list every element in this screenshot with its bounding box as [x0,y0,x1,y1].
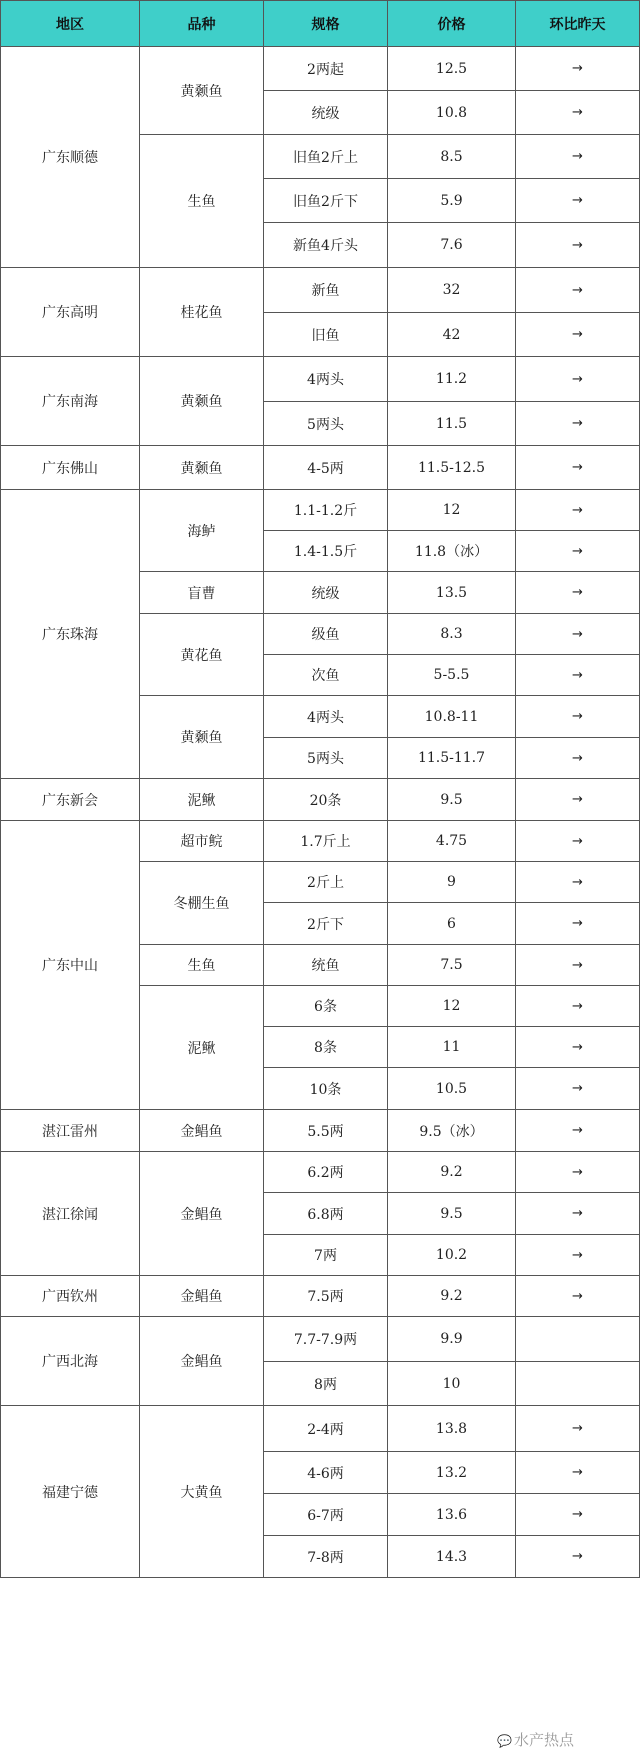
price-cell: 5-5.5 [388,655,516,696]
spec-cell: 6.2两 [264,1152,388,1193]
spec-cell: 2斤下 [264,903,388,945]
table-row [1,1152,640,1193]
price-cell: 9.5 [388,1193,516,1235]
flat-arrow-icon: → [572,667,583,683]
flat-arrow-icon: → [572,916,583,931]
header-price: 价格 [388,1,516,47]
flat-arrow-icon: → [572,193,583,208]
spec-cell: 新鱼 [264,268,388,313]
price-cell: 12 [388,490,516,531]
price-cell: 7.6 [388,223,516,268]
price-cell: 4.75 [388,821,516,862]
flat-arrow-icon: → [572,327,583,342]
spec-cell: 7.5两 [264,1276,388,1317]
species-cell: 泥鳅 [140,986,264,1110]
table-row [1,1110,640,1152]
species-cell: 盲曹 [140,572,264,614]
species-cell: 生鱼 [140,135,264,268]
change-cell [516,357,640,402]
table-body [1,47,640,1578]
header-spec: 规格 [264,1,388,47]
price-cell: 7.5 [388,945,516,986]
species-cell: 黄颡鱼 [140,696,264,779]
change-cell [516,531,640,572]
flat-arrow-icon: → [572,709,583,724]
price-cell: 13.8 [388,1406,516,1452]
change-cell [516,655,640,696]
flat-arrow-icon: → [572,105,583,120]
change-cell [516,490,640,531]
spec-cell: 6-7两 [264,1494,388,1536]
flat-arrow-icon: → [572,61,583,76]
species-cell: 海鲈 [140,490,264,572]
price-cell: 13.5 [388,572,516,614]
table-row [1,821,640,862]
change-cell [516,1152,640,1193]
change-cell [516,1276,640,1317]
price-cell: 10.8-11 [388,696,516,738]
change-cell [516,1494,640,1536]
spec-cell: 旧鱼2斤上 [264,135,388,179]
flat-arrow-icon: → [572,585,583,600]
change-cell [516,1027,640,1068]
change-cell [516,614,640,655]
change-cell [516,47,640,91]
price-cell: 9.2 [388,1276,516,1317]
price-cell: 9.5（冰） [388,1110,516,1152]
price-cell: 14.3 [388,1536,516,1578]
flat-arrow-icon: → [572,1123,583,1138]
region-cell: 广西北海 [1,1317,140,1406]
flat-arrow-icon: → [572,750,583,766]
spec-cell: 10条 [264,1068,388,1110]
species-cell: 黄颡鱼 [140,357,264,446]
change-cell [516,738,640,779]
change-cell [516,1362,640,1406]
price-cell: 10 [388,1362,516,1406]
change-cell [516,268,640,313]
flat-arrow-icon: → [572,1421,583,1436]
header-species: 品种 [140,1,264,47]
price-cell: 10.5 [388,1068,516,1110]
price-cell: 9.9 [388,1317,516,1362]
change-cell [516,223,640,268]
region-cell: 广东新会 [1,779,140,821]
flat-arrow-icon: → [572,1465,583,1480]
flat-arrow-icon: → [572,1288,583,1304]
change-cell [516,135,640,179]
price-cell: 11.5 [388,402,516,446]
change-cell [516,1193,640,1235]
spec-cell: 新鱼4斤头 [264,223,388,268]
region-cell: 广东南海 [1,357,140,446]
table-row [1,47,640,91]
wechat-icon: 💬 [497,1734,512,1748]
spec-cell: 20条 [264,779,388,821]
region-cell: 广东佛山 [1,446,140,490]
table-row [1,779,640,821]
price-cell: 9 [388,862,516,903]
change-cell [516,696,640,738]
price-cell: 11.2 [388,357,516,402]
flat-arrow-icon: → [572,237,583,253]
price-cell: 10.2 [388,1235,516,1276]
species-cell: 金鲳鱼 [140,1317,264,1406]
flat-arrow-icon: → [572,1549,583,1564]
change-cell [516,179,640,223]
spec-cell: 6条 [264,986,388,1027]
spec-cell: 5两头 [264,402,388,446]
flat-arrow-icon: → [572,502,583,518]
spec-cell: 1.1-1.2斤 [264,490,388,531]
species-cell: 金鲳鱼 [140,1110,264,1152]
change-cell [516,1110,640,1152]
species-cell: 大黄鱼 [140,1406,264,1578]
price-cell: 32 [388,268,516,313]
price-cell: 12 [388,986,516,1027]
region-cell: 广东高明 [1,268,140,357]
flat-arrow-icon: → [572,543,583,559]
change-cell [516,446,640,490]
spec-cell: 5.5两 [264,1110,388,1152]
spec-cell: 8两 [264,1362,388,1406]
species-cell: 金鲳鱼 [140,1152,264,1276]
price-cell: 10.8 [388,91,516,135]
spec-cell: 7-8两 [264,1536,388,1578]
table-row [1,1317,640,1362]
change-cell [516,402,640,446]
spec-cell: 5两头 [264,738,388,779]
spec-cell: 级鱼 [264,614,388,655]
price-cell: 9.2 [388,1152,516,1193]
watermark-text: 水产热点 [513,1731,574,1749]
change-cell [516,1536,640,1578]
flat-arrow-icon: → [572,149,583,164]
price-cell: 9.5 [388,779,516,821]
change-cell [516,986,640,1027]
change-cell [516,1452,640,1494]
flat-arrow-icon: → [572,282,583,298]
table-row [1,357,640,402]
species-cell: 冬棚生鱼 [140,862,264,945]
price-cell: 12.5 [388,47,516,91]
header-row [1,1,640,47]
spec-cell: 7.7-7.9两 [264,1317,388,1362]
price-cell: 11.5-11.7 [388,738,516,779]
change-cell [516,1068,640,1110]
spec-cell: 次鱼 [264,655,388,696]
price-cell: 13.2 [388,1452,516,1494]
header-region: 地区 [1,1,140,47]
flat-arrow-icon: → [572,416,583,431]
table-row [1,1406,640,1452]
spec-cell: 4-5两 [264,446,388,490]
flat-arrow-icon: → [572,1081,583,1096]
spec-cell: 6.8两 [264,1193,388,1235]
flat-arrow-icon: → [572,957,583,973]
table-row [1,446,640,490]
flat-arrow-icon: → [572,1039,583,1055]
flat-arrow-icon: → [572,1164,583,1180]
region-cell: 广东珠海 [1,490,140,779]
species-cell: 金鲳鱼 [140,1276,264,1317]
flat-arrow-icon: → [572,1206,583,1221]
flat-arrow-icon: → [572,792,583,807]
price-cell: 13.6 [388,1494,516,1536]
species-cell: 黄颡鱼 [140,446,264,490]
spec-cell: 4-6两 [264,1452,388,1494]
watermark [497,1731,574,1750]
species-cell: 桂花鱼 [140,268,264,357]
price-cell: 8.5 [388,135,516,179]
flat-arrow-icon: → [572,833,583,849]
price-cell: 6 [388,903,516,945]
spec-cell: 2-4两 [264,1406,388,1452]
flat-arrow-icon: → [572,371,583,387]
change-cell [516,91,640,135]
species-cell: 生鱼 [140,945,264,986]
species-cell: 黄颡鱼 [140,47,264,135]
spec-cell: 4两头 [264,357,388,402]
species-cell: 黄花鱼 [140,614,264,696]
flat-arrow-icon: → [572,998,583,1014]
change-cell [516,572,640,614]
spec-cell: 7两 [264,1235,388,1276]
change-cell [516,1235,640,1276]
species-cell: 超市鲩 [140,821,264,862]
table-row [1,1276,640,1317]
spec-cell: 2两起 [264,47,388,91]
region-cell: 广东顺德 [1,47,140,268]
spec-cell: 统级 [264,91,388,135]
change-cell [516,903,640,945]
price-cell: 11.8（冰） [388,531,516,572]
table-row [1,490,640,531]
table-row [1,268,640,313]
flat-arrow-icon: → [572,460,583,475]
region-cell: 福建宁德 [1,1406,140,1578]
spec-cell: 1.4-1.5斤 [264,531,388,572]
spec-cell: 统鱼 [264,945,388,986]
flat-arrow-icon: → [572,626,583,642]
spec-cell: 8条 [264,1027,388,1068]
price-cell: 8.3 [388,614,516,655]
price-cell: 11 [388,1027,516,1068]
spec-cell: 4两头 [264,696,388,738]
spec-cell: 2斤上 [264,862,388,903]
region-cell: 湛江雷州 [1,1110,140,1152]
region-cell: 湛江徐闻 [1,1152,140,1276]
region-cell: 广西钦州 [1,1276,140,1317]
spec-cell: 旧鱼2斤下 [264,179,388,223]
price-cell: 11.5-12.5 [388,446,516,490]
change-cell [516,821,640,862]
change-cell [516,779,640,821]
species-cell: 泥鳅 [140,779,264,821]
change-cell [516,313,640,357]
header-change: 环比昨天 [516,1,640,47]
flat-arrow-icon: → [572,1247,583,1263]
spec-cell: 旧鱼 [264,313,388,357]
price-cell: 5.9 [388,179,516,223]
spec-cell: 统级 [264,572,388,614]
region-cell: 广东中山 [1,821,140,1110]
spec-cell: 1.7斤上 [264,821,388,862]
flat-arrow-icon: → [572,874,583,890]
change-cell [516,862,640,903]
change-cell [516,1406,640,1452]
price-cell: 42 [388,313,516,357]
change-cell [516,945,640,986]
change-cell [516,1317,640,1362]
flat-arrow-icon: → [572,1507,583,1522]
